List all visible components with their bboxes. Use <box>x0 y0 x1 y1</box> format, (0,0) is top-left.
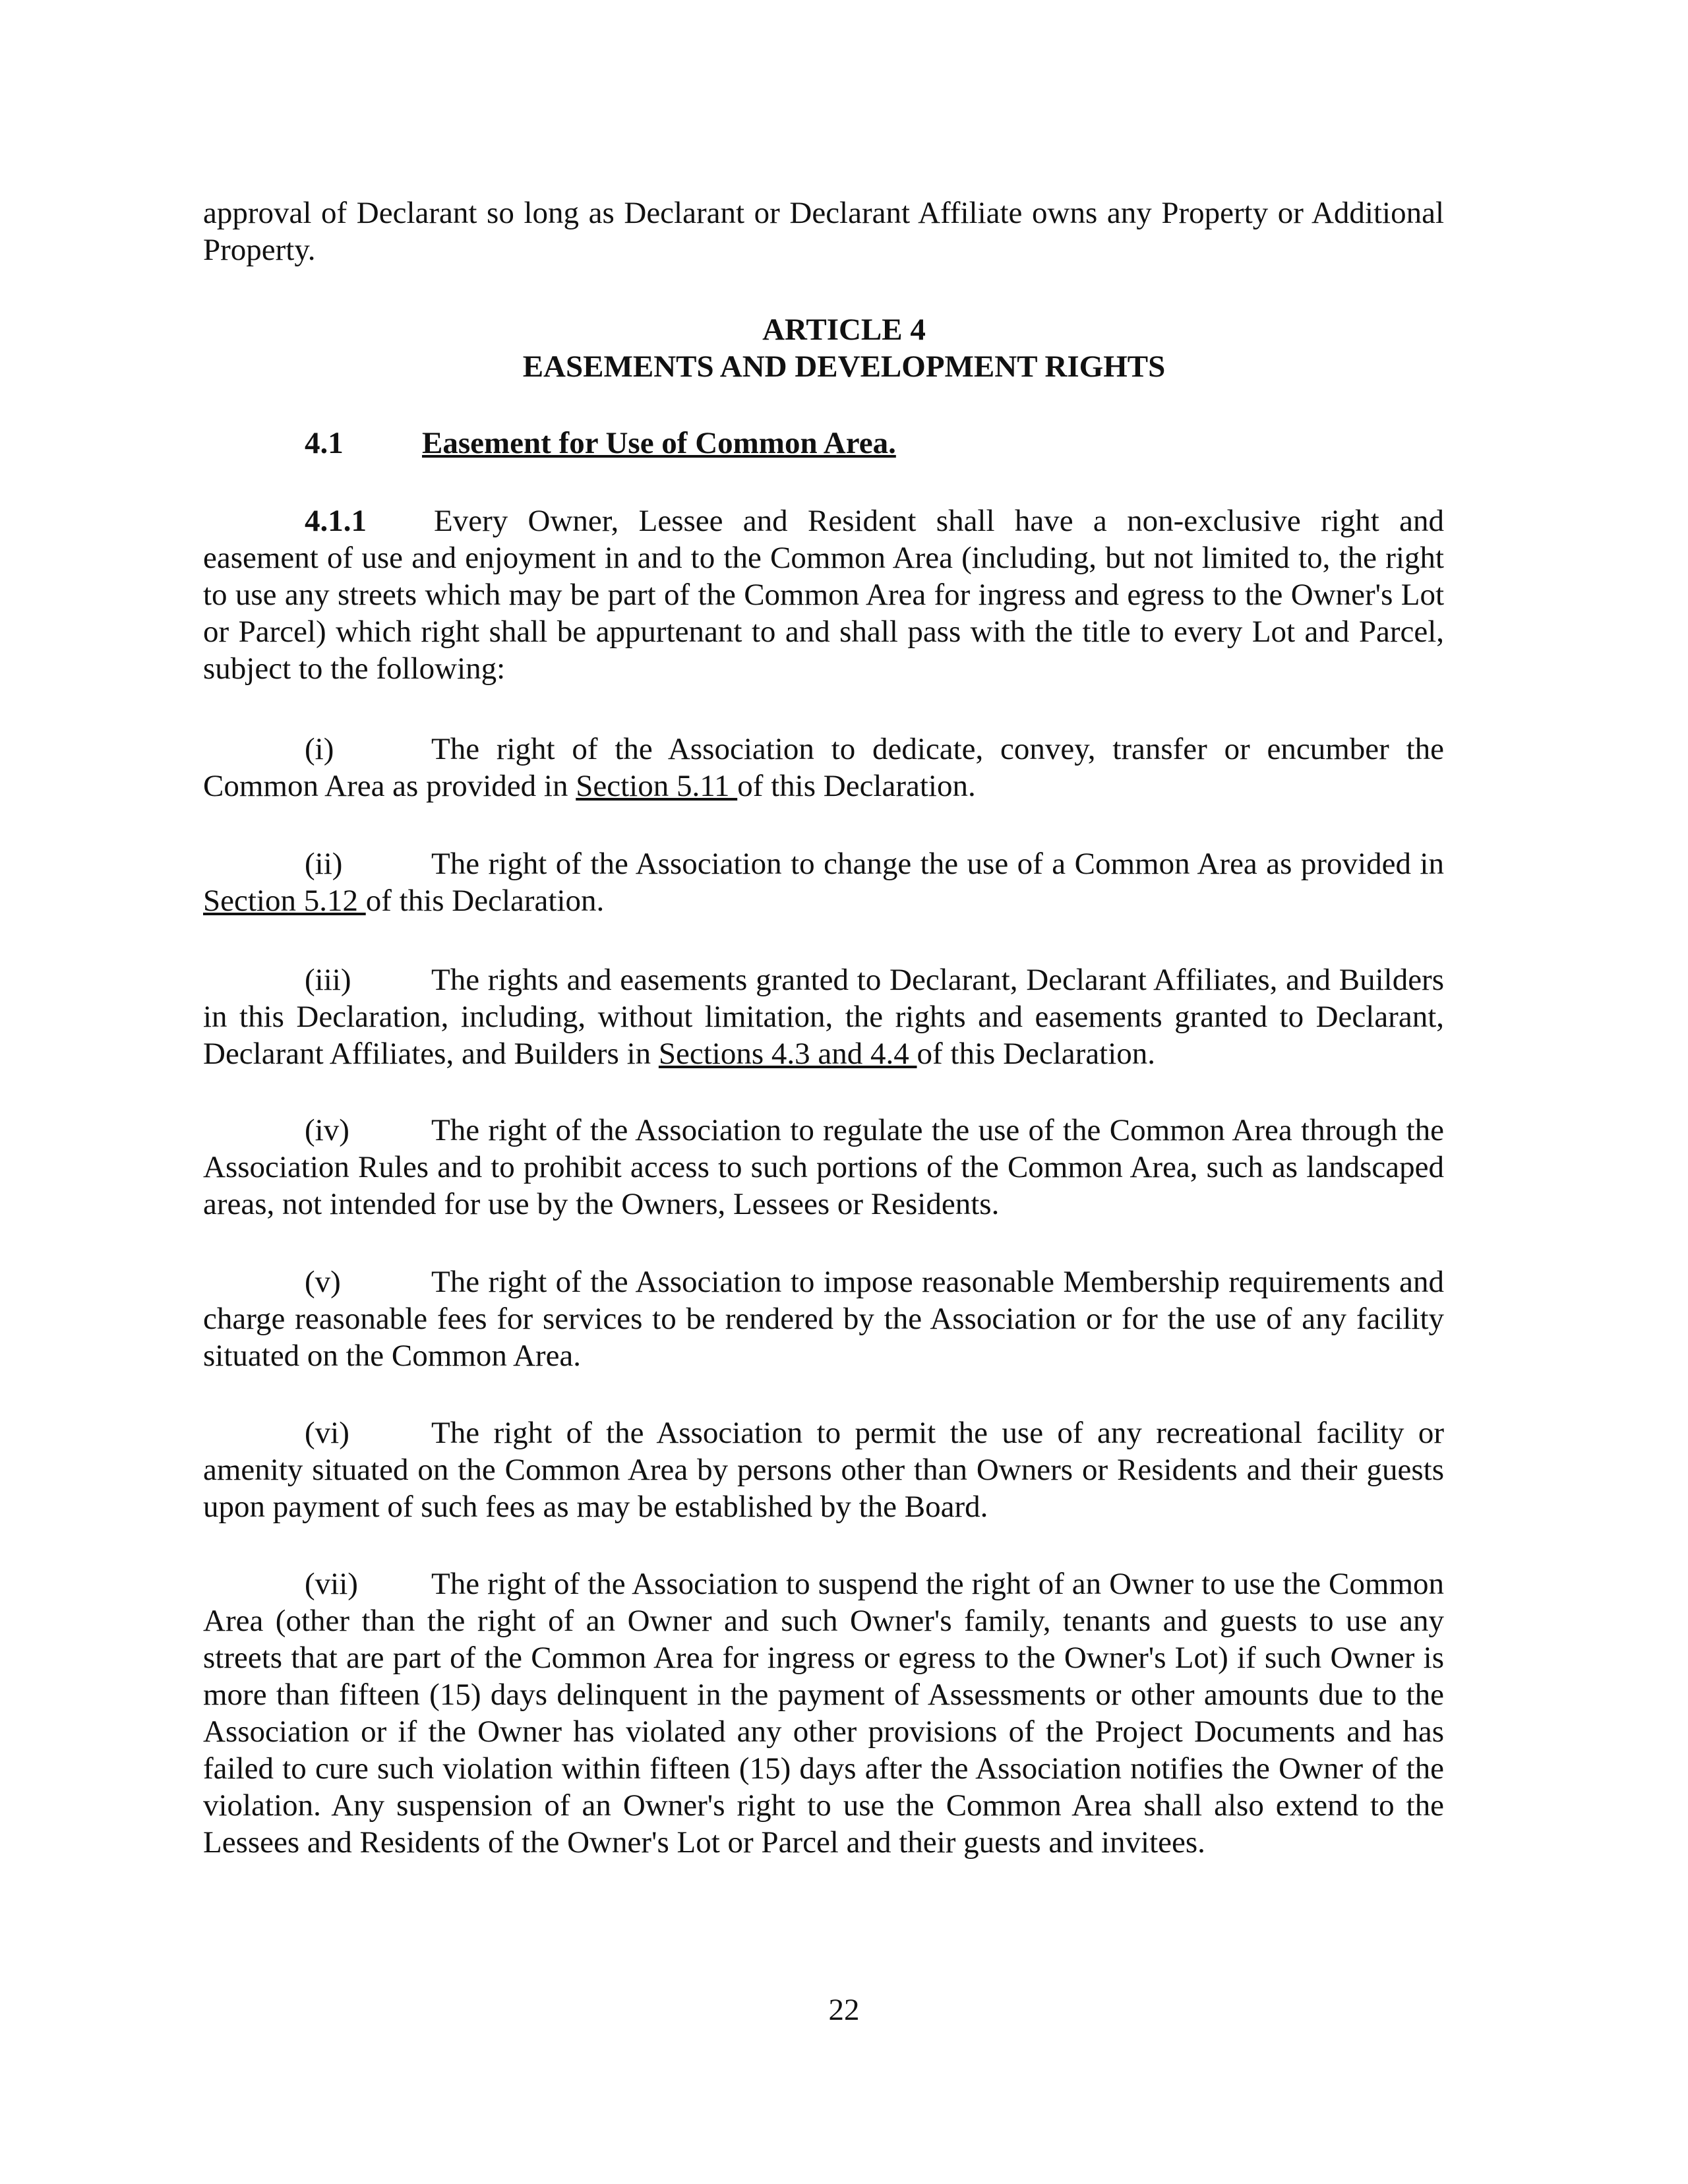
section-reference: Section 5.11 <box>576 769 738 803</box>
item-text: The right of the Association to suspend the right of an Owner to use the Common Area (other than the right of an Owner and such Owner's family, tenants and guests to use any streets that are part of the Common Area for ingress or egress to the Owner's Lot) if such Owner is more than fifteen (15) days delinquent in the payment of Assessments or other amounts due to the Association or if the Owner has violated any other provisions of the Project Documents and has failed to cure such violation within fifteen (15) days after the Association notifies the Owner of the violation. Any suspension of an Owner's right to use the Common Area shall also extend to the Lessees and Residents of the Owner's Lot or Parcel and their guests and invitees. <box>203 1567 1444 1860</box>
list-item <box>203 731 1444 804</box>
item-text: The rights and easements granted to Declarant, Declarant Affiliates, and Builders in this Declaration, including, without limitation, the rights and easements granted to Declarant, Declarant Affiliates, and Builders in <box>203 963 1444 1071</box>
list-item <box>203 1565 1444 1861</box>
item-text-end: of this Declaration. <box>917 1037 1156 1071</box>
list-item <box>203 961 1444 1072</box>
list-item <box>203 1414 1444 1525</box>
item-label: (iii) <box>305 963 351 997</box>
item-text: The right of the Association to permit the use of any recreational facility or amenity situated on the Common Area by persons other than Owners or Residents and their guests upon payment of such fees as may be established by the Board. <box>203 1416 1444 1524</box>
section-reference: Section 5.12 <box>203 884 366 918</box>
section-title: Easement for Use of Common Area. <box>422 426 896 460</box>
page-number: 22 <box>828 1993 860 2027</box>
item-text: The right of the Association to impose reasonable Membership requirements and charge reasonable fees for services to be rendered by the Association or for the use of any facility situated on the Common Area. <box>203 1265 1444 1373</box>
article-title: EASEMENTS AND DEVELOPMENT RIGHTS <box>522 349 1166 384</box>
item-text: The right of the Association to regulate the use of the Common Area through the Association Rules and to prohibit access to such portions of the Common Area, such as landscaped areas, not intended for use by the Owners, Lessees or Residents. <box>203 1113 1444 1221</box>
list-item <box>203 845 1444 919</box>
item-text: The right of the Association to dedicate, convey, transfer or encumber the Common Area as provided in <box>203 732 1444 803</box>
item-text: The right of the Association to change the use of a Common Area as provided in <box>431 847 1444 881</box>
article-number: ARTICLE 4 <box>762 313 926 347</box>
item-label: (ii) <box>305 847 343 881</box>
intro-paragraph: approval of Declarant so long as Declarant or Declarant Affiliate owns any Property or Additional Property. <box>203 196 1444 267</box>
list-item <box>203 1263 1444 1374</box>
item-text-end: of this Declaration. <box>365 884 605 918</box>
item-text-end: of this Declaration. <box>737 769 976 803</box>
section-reference: Sections 4.3 and 4.4 <box>658 1037 917 1071</box>
subsection-text: Every Owner, Lessee and Resident shall have a non-exclusive right and easement of use and enjoyment in and to the Common Area (including, but not limited to, the right to use any streets which may be part of the Common Area for ingress and egress to the Owner's Lot or Parcel) which right shall be appurtenant to and shall pass with the title to every Lot and Parcel, subject to the following: <box>203 504 1444 686</box>
item-label: (vii) <box>305 1567 358 1601</box>
item-label: (i) <box>305 732 334 766</box>
subsection-paragraph <box>203 502 1444 687</box>
subsection-number: 4.1.1 <box>305 504 367 538</box>
item-label: (iv) <box>305 1113 349 1147</box>
section-heading <box>305 425 896 462</box>
list-item <box>203 1112 1444 1223</box>
item-label: (v) <box>305 1265 341 1299</box>
item-label: (vi) <box>305 1416 349 1450</box>
section-number: 4.1 <box>305 426 344 460</box>
